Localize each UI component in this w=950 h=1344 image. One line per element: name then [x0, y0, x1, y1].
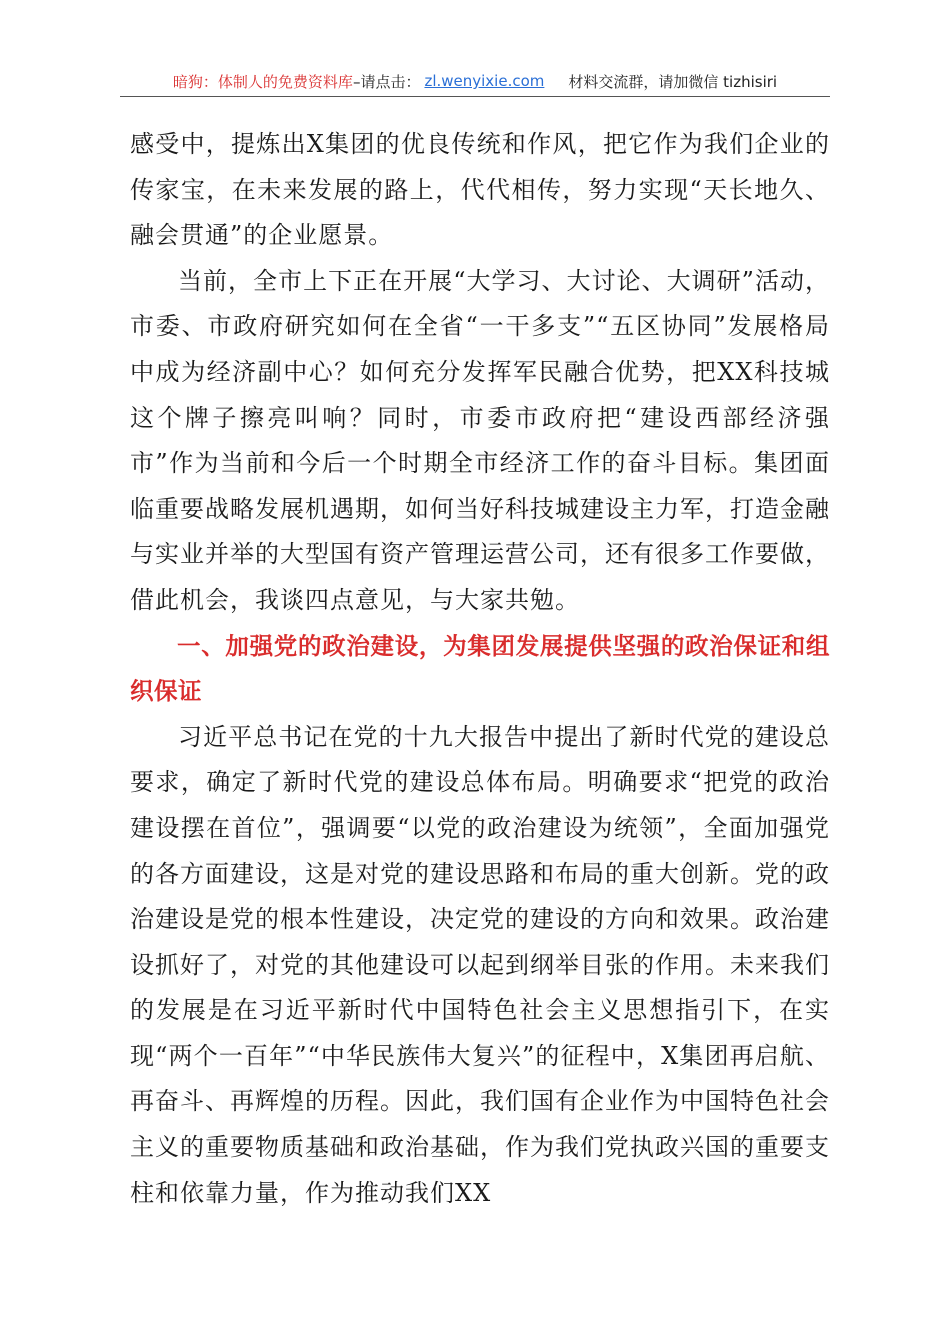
document-body	[130, 122, 830, 1216]
header-wechat-note: 材料交流群，请加微信 tizhisiri	[568, 72, 778, 91]
header-link[interactable]: zl.wenyixie.com	[424, 72, 545, 90]
header-click-prompt: –请点击：	[352, 72, 421, 91]
paragraph-1: 感受中，提炼出X集团的优良传统和作风，把它作为我们企业的传家宝，在未来发展的路上，代代相传，努力实现“天长地久、融会贯通”的企业愿景。	[130, 130, 830, 250]
paragraph-2: 当前，全市上下正在开展“大学习、大讨论、大调研”活动，市委、市政府研究如何在全省“一干多支”“五区协同”发展格局中成为经济副中心？如何充分发挥军民融合优势，把XX科技城这个牌子擦亮叫响？同时，市委市政府把“建设西部经济强市”作为当前和今后一个时期全市经济工作的奋斗目标。集团面临重要战略发展机遇期，如何当好科技城建设主力军，打造金融与实业并举的大型国有资产管理运营公司，还有很多工作要做，借此机会，我谈四点意见，与大家共勉。	[130, 266, 830, 614]
section-heading-1: 一、加强党的政治建设，为集团发展提供坚强的政治保证和组织保证	[130, 631, 830, 706]
paragraph-3: 习近平总书记在党的十九大报告中提出了新时代党的建设总要求，确定了新时代党的建设总体布局。明确要求“把党的政治建设摆在首位”，强调要“以党的政治建设为统领”，全面加强党的各方面建设，这是对党的建设思路和布局的重大创新。党的政治建设是党的根本性建设，决定党的建设的方向和效果。政治建设抓好了，对党的其他建设可以起到纲举目张的作用。未来我们的发展是在习近平新时代中国特色社会主义思想指引下，在实现“两个一百年”“中华民族伟大复兴”的征程中，X集团再启航、再奋斗、再辉煌的历程。因此，我们国有企业作为中国特色社会主义的重要物质基础和政治基础，作为我们党执政兴国的重要支柱和依靠力量，作为推动我们XX	[130, 722, 830, 1207]
header-brand: 暗狗：体制人的免费资料库	[172, 72, 353, 91]
page-header	[120, 66, 830, 97]
